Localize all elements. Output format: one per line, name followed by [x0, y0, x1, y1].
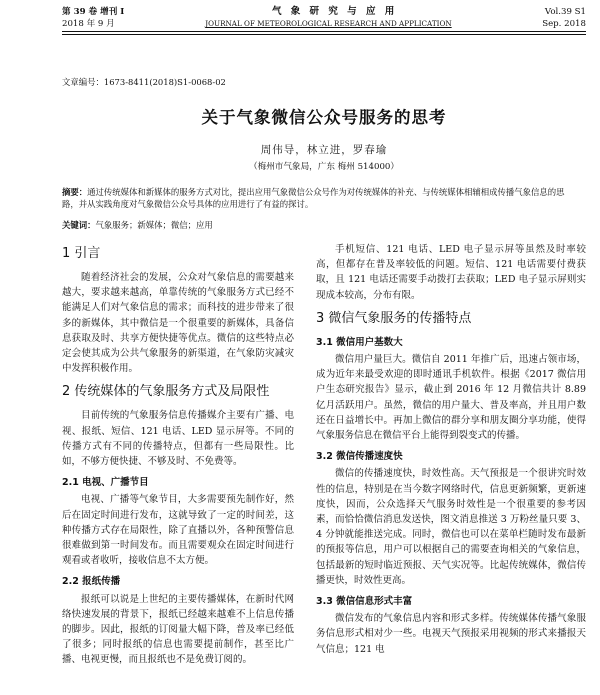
- date-label: 2018 年 9 月: [62, 19, 115, 29]
- paragraph: 微信发布的气象信息内容和形式多样。传统媒体传播气象服务信息形式相对少一些。电视天气预报采用视频的形式来播报天气信息；121 电: [316, 613, 586, 655]
- paragraph: 报纸可以说是上世纪的主要传播媒体，在新时代网络快速发展的背景下，报纸已经越来越难不上信息传播的脚步。因此，报纸的订阅量大幅下降，普及率已经低了很多；同时报纸的信息也需要提前制作，甚至比广播、电视更慢，而且报纸也不是免费订阅的。: [62, 593, 294, 666]
- paragraph: 电视、广播等气象节目，大多需要预先制作好，然后在固定时间进行发布，这就导致了一定的时间差，这种传播方式存在局限性，除了直播以外，各种预警信息很难做到第一时间发布。而且需要观众在固定时间进行观看或者收听，接收信息不太方便。: [62, 494, 294, 567]
- keywords: [62, 219, 574, 231]
- running-header: [62, 6, 586, 35]
- keywords-text: 气象服务；新媒体；微信；应用: [95, 220, 213, 230]
- section-heading: 3 微信气象服务的传播特点: [316, 310, 472, 326]
- paragraph: 微信用户量巨大。微信自 2011 年推广后，迅速占领市场，成为近年来最受欢迎的即时通讯手机软件。根据《2017 微信用户生态研究报告》显示，截止到 2016 年 12 月微信共计 8.89 亿月活跃用户。虽然，微信的用户量大、普及率高，并且用户数还在日益增长中。再加上微信的群分享和朋友圈分享功能，使得气象服务信息在微信平台上能得到裂变式的传播。: [316, 354, 586, 442]
- date-en: Sep. 2018: [542, 19, 586, 29]
- subsection-heading: 3.2 微信传播速度快: [316, 451, 403, 463]
- abstract-label: 摘要：: [62, 187, 88, 197]
- right-column: [316, 242, 586, 663]
- subsection-heading: 2.2 报纸传播: [62, 576, 121, 588]
- left-column: [62, 244, 294, 674]
- volume-label: 第 39 卷 增刊 I: [62, 7, 125, 17]
- paragraph: 随着经济社会的发展，公众对气象信息的需要越来越大，要求越来越高，单靠传统的气象服务方式已经不能满足人们对气象信息的需求；而科技的进步带来了很多的新媒体，其中微信是一个很重要的新媒体，具备信息获取及时、共享方便快捷等优点。微信的这些特点必定会使其成为公共气象服务的新渠道，在气象防灾减灾中发挥积极作用。: [62, 272, 294, 375]
- section-heading: 2 传统媒体的气象服务方式及局限性: [62, 384, 270, 400]
- paper-title: 关于气象微信公众号服务的思考: [201, 108, 447, 127]
- paragraph: 手机短信、121 电话、LED 电子显示屏等虽然及时率较高，但都存在普及率较低的问题。短信、121 电话需要付费获取，且 121 电话还需要手动拨打去获取；LED 电子显示屏则实现成本较高，分布有限。: [316, 244, 586, 301]
- article-number: 文章编号：1673-8411(2018)S1-0068-02: [62, 77, 226, 87]
- keywords-label: 关键词：: [62, 220, 96, 230]
- volume-en: Vol.39 S1: [544, 7, 586, 17]
- subsection-heading: 3.1 微信用户基数大: [316, 336, 403, 348]
- journal-title-cn: 气 象 研 究 与 应 用: [271, 6, 398, 17]
- subsection-heading: 2.1 电视、广播节目: [62, 477, 149, 489]
- authors: 周伟导，林立进，罗春瑜: [260, 144, 388, 156]
- paragraph: 微信的传播速度快，时效性高。天气预报是一个很讲究时效性的信息，特别是在当今数字网络时代，信息更新频繁，更新速度快，因而，公众选择天气服务时效性是一个很重要的参考因素，而恰恰微信消息发送快，图文消息推送 3 万粉丝量只要 3、4 分钟就能推送完成。同时，微信也可以在菜单栏随时发布最新的预报等信息，用户可以根据自己的需要查询相关的气象信息，包括最新的短时临近预报、天气实况等。比起传统媒体，微信传播更快，时效性更高。: [316, 468, 586, 586]
- header-rule: [62, 31, 586, 35]
- subsection-heading: 3.3 微信信息形式丰富: [316, 596, 413, 608]
- abstract-text: 通过传统媒体和新媒体的服务方式对比，提出应用气象微信公众号作为对传统媒体的补充、与传统媒体相辅相成传播气象信息的思路，并从实践角度对气象微信公众号具体的应用进行了有益的探讨。: [62, 187, 565, 209]
- paragraph: 目前传统的气象服务信息传播媒介主要有广播、电视、报纸、短信、121 电话、LED 显示屏等。不同的传播方式有不同的传播特点，但都有一些局限性。比如，不够方便快捷、不够及时、不免费等。: [62, 410, 294, 468]
- section-heading: 1 引言: [62, 246, 101, 261]
- affiliation: （梅州市气象局，广东 梅州 514000）: [249, 162, 399, 172]
- journal-title-en: JOURNAL OF METEOROLOGICAL RESEARCH AND APPLICATION: [205, 19, 452, 28]
- abstract: [62, 186, 574, 210]
